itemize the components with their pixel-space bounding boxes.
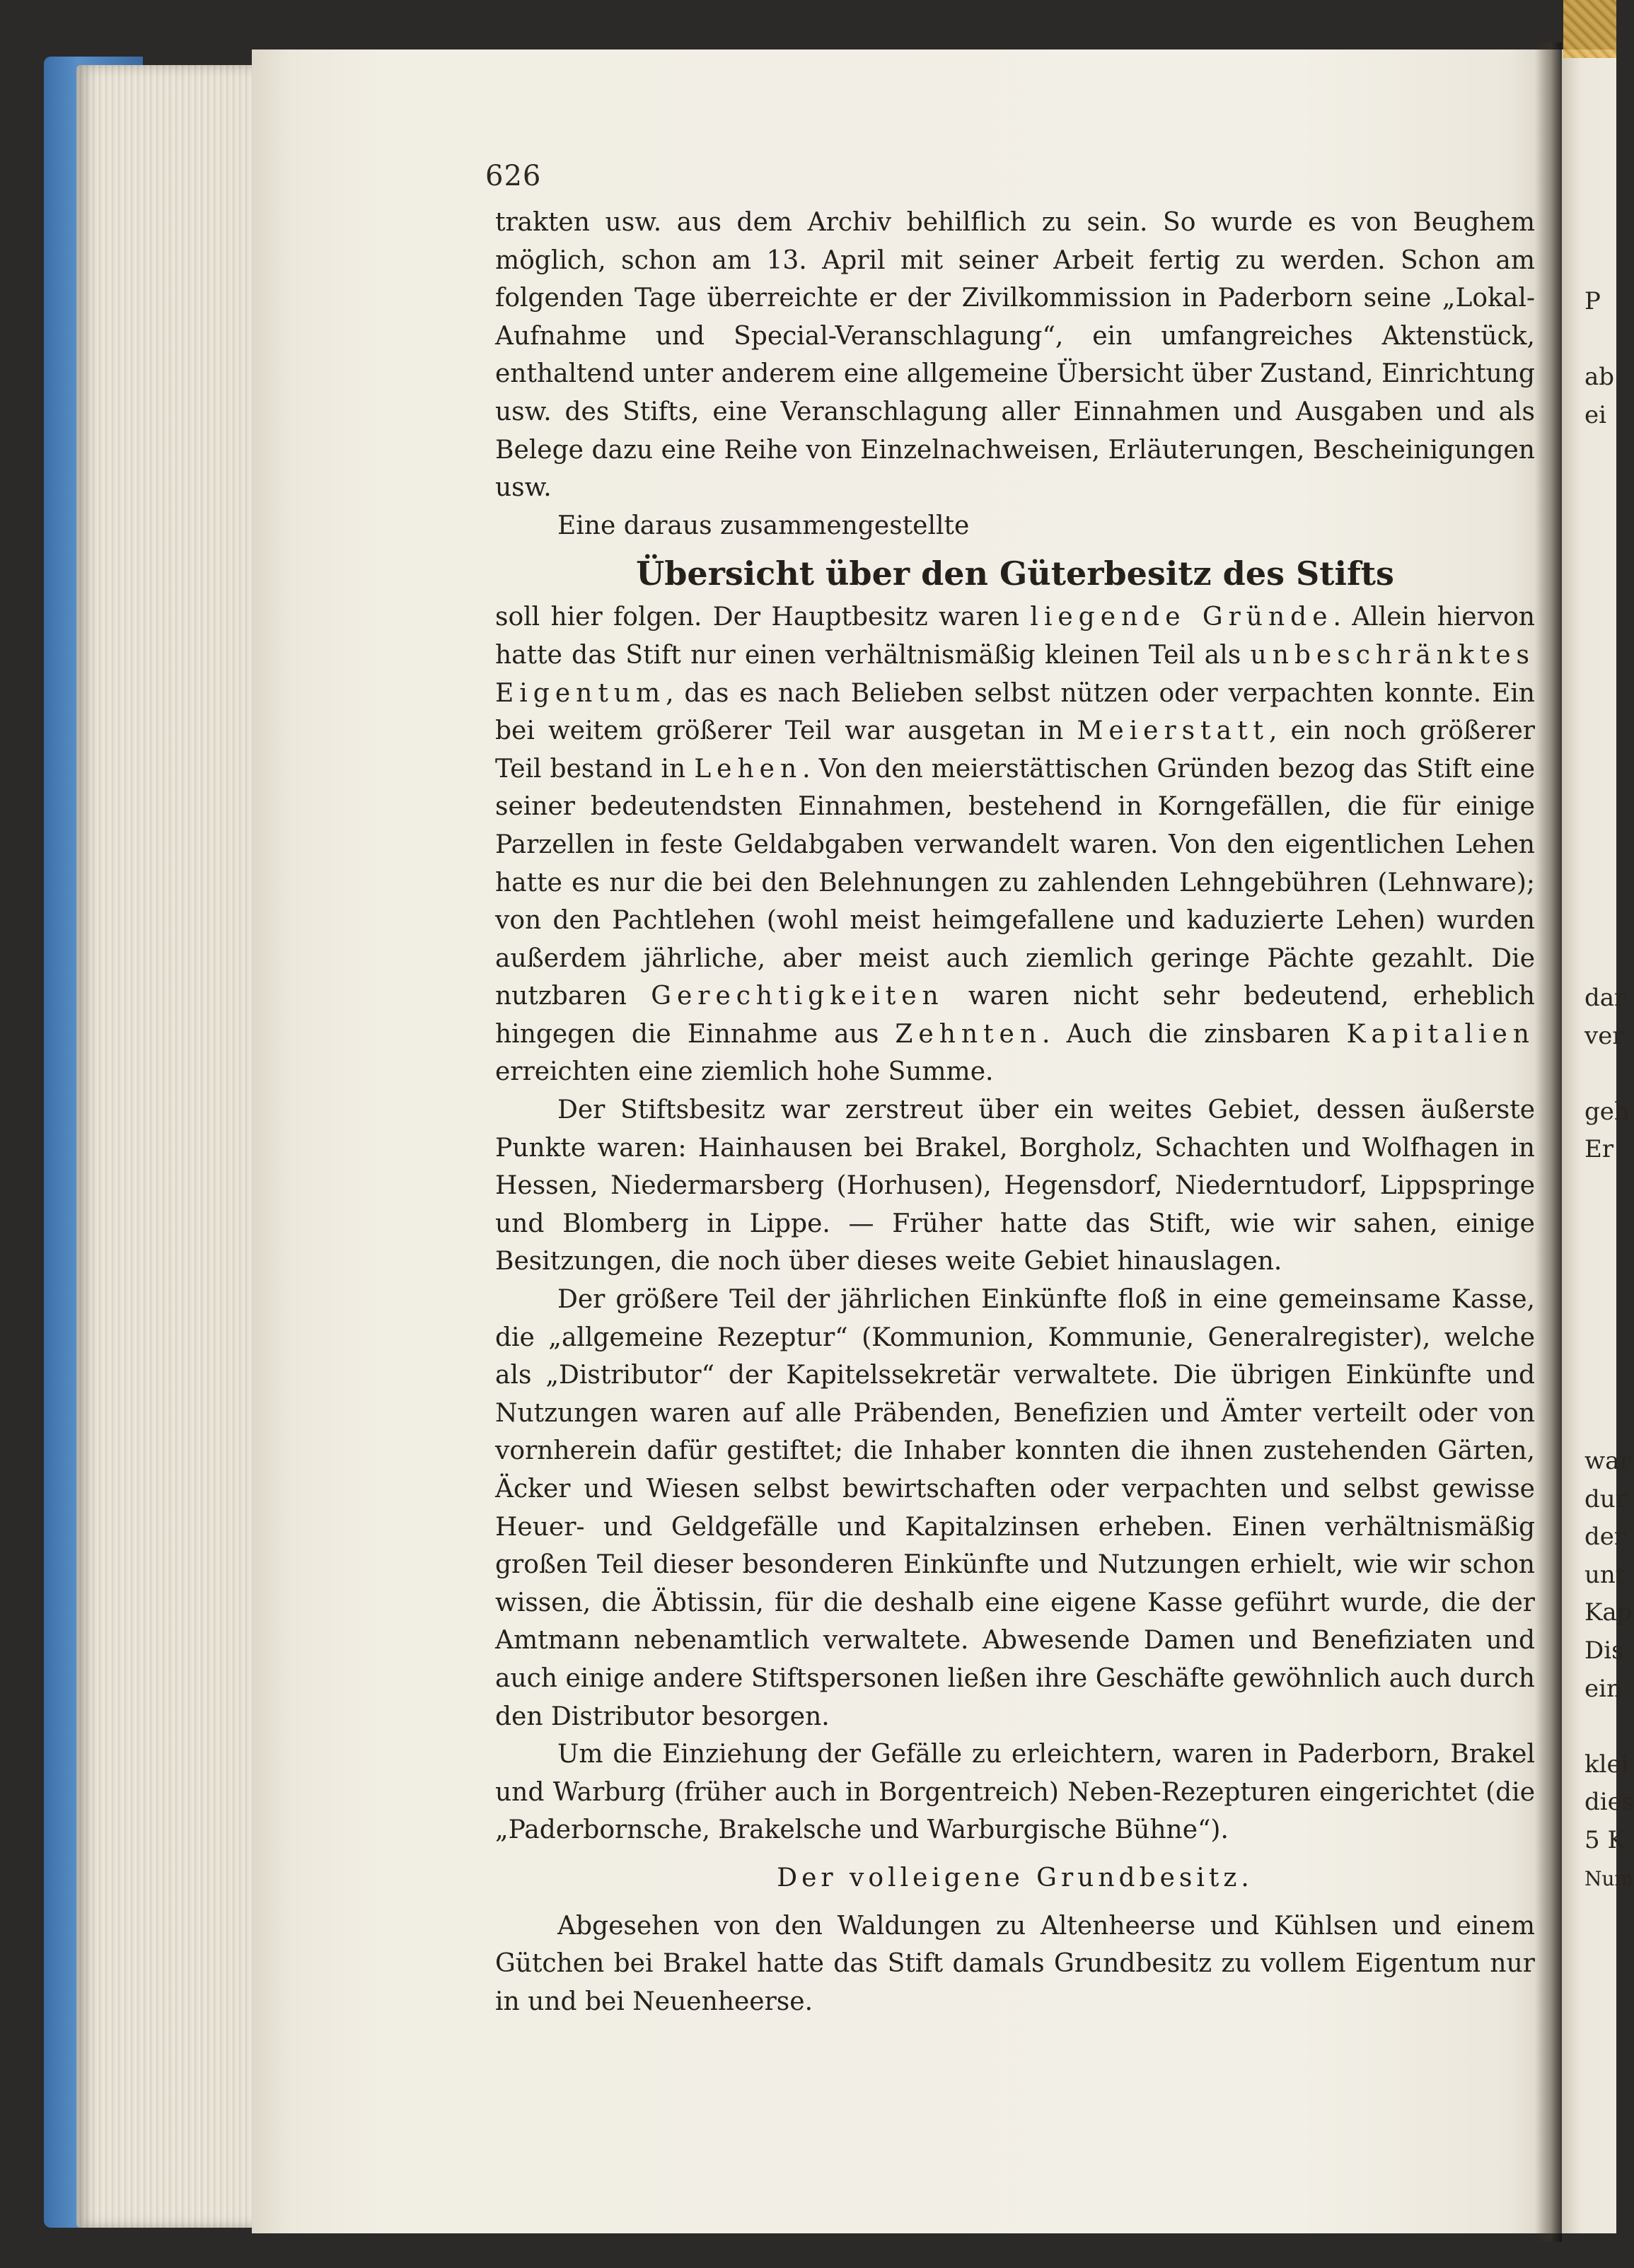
text-fragment: war <box>1584 1447 1631 1475</box>
spaced-term: Gerechtigkeiten <box>651 982 944 1011</box>
spaced-term: unbeschränktes Eigentum <box>495 640 1535 708</box>
paragraph: Der größere Teil der jährlichen Einkünfte floß in eine gemeinsame Kasse, die „allgemeine Rezeptur“ (Kommunion, Kommunie, Generalregister), welche als „Distributor“ der Kapitelssekretär verwaltete. Die übrigen Einkünfte und Nutzungen waren auf alle Präbenden, Benefizien und Ämter verteilt oder von vornherein dafür gestiftet; die Inhaber konnten die ihnen zustehenden Gärten, Äcker und Wiesen selbst bewirtschaften oder verpachten und selbst gewisse Heuer- und Geldgefälle und Kapitalzinsen erheben. Einen verhältnismäßig großen Teil dieser besonderen Einkünfte und Nutzungen erhielt, wie wir schon wissen, die Äbtissin, für die deshalb eine eigene Kasse geführt wurde, die der Amtmann nebenamtlich verwaltete. Abwesende Damen und Benefiziaten und auch einige andere Stiftspersonen ließen ihre Geschäfte gewöhnlich auch durch den Distributor besorgen. <box>495 1285 1535 1731</box>
next-page-footnote-fragment: Num <box>1584 1867 1634 1890</box>
paragraph: trakten usw. aus dem Archiv behilflich zu sein. So wurde es von Beughem möglich, schon am 13. April mit seiner Arbeit fertig zu werden. Schon am folgenden Tage überreichte er der Zivilkommission in Paderborn seine „Lokal-Aufnahme und Special-Veranschlagung“, ein umfangreiches Aktenstück, enthaltend unter anderem eine allgemeine Übersicht über Zustand, Einrichtung usw. des Stifts, eine Veranschlagung aller Einnahmen und Ausgaben und als Belege dazu eine Reihe von Einzelnachweisen, Erläuterungen, Bescheinigungen usw. <box>495 208 1535 503</box>
text-fragment: Kap <box>1584 1598 1633 1627</box>
spaced-term: liegende Gründe <box>1030 603 1333 632</box>
spaced-term: Zehnten <box>895 1019 1043 1049</box>
text-fragment: ver <box>1584 1021 1624 1050</box>
text-fragment: 5 K <box>1584 1825 1626 1854</box>
spaced-term: Meierstatt <box>1077 716 1270 746</box>
text-fragment: unt <box>1584 1560 1626 1589</box>
text-fragment: P <box>1584 287 1601 315</box>
paragraph: soll hier folgen. Der Hauptbesitz waren liegende Gründe. Allein hiervon hatte das Stift nur einen verhältnismäßig kleinen Teil als unbeschränktes Eigentum, das es nach Belieben selbst nützen oder verpachten konnte. Ein bei weitem größerer Teil war ausgetan in Meierstatt, ein noch größerer Teil bestand in Lehen. Von den meierstättischen Gründen bezog das Stift eine seiner bedeutendsten Einnahmen, bestehend in Korngefällen, die für einige Parzellen in feste Geldabgaben verwandelt waren. Von den eigentlichen Lehen hatte es nur die bei den Belehnungen zu zahlenden Lehngebühren (Lehnware); von den Pachtlehen (wohl meist heimgefallene und kaduzierte Lehen) wurden außerdem jährliche, aber meist auch ziemlich geringe Pächte gezahlt. Die nutzbaren Gerechtigkeiten waren nicht sehr bedeutend, erheblich hingegen die Einnahme aus Zehnten. Auch die zinsbaren Kapitalien erreichten eine ziemlich hohe Summe. <box>495 603 1536 1087</box>
spaced-term: Lehen <box>694 754 803 784</box>
text-fragment: dies <box>1584 1788 1634 1817</box>
page-number: 626 <box>485 160 542 192</box>
next-page-fragments-top <box>1584 283 1627 434</box>
text-fragment: der <box>1584 1523 1626 1552</box>
text-fragment <box>1584 1708 1627 1746</box>
text-fragment <box>1584 321 1627 359</box>
page-edges <box>76 65 260 2228</box>
spaced-term: Kapitalien <box>1346 1019 1535 1049</box>
text-fragment: ein <box>1584 1674 1622 1703</box>
text-fragment: geh <box>1584 1097 1630 1126</box>
text-fragment: klei <box>1584 1750 1629 1779</box>
section-heading: Übersicht über den Güterbesitz des Stifts <box>636 554 1394 593</box>
next-page-fragments-middle <box>1584 979 1630 1169</box>
text-fragment: dar <box>1584 984 1626 1012</box>
gutter-shadow <box>1535 42 1562 2242</box>
text-block <box>495 204 1535 2020</box>
text-fragment <box>1584 1055 1627 1093</box>
paragraph: Um die Einziehung der Gefälle zu erleichtern, waren in Paderborn, Brakel und Warburg (früher auch in Borgentreich) Neben-Rezepturen eingerichtet (die „Paderbornsche, Brakelsche und Warburgische Bühne“). <box>495 1740 1535 1845</box>
text-fragment: Er <box>1584 1135 1614 1164</box>
text-fragment: Dis <box>1584 1636 1624 1665</box>
bookmark-ribbon <box>1563 0 1616 58</box>
text-fragment: ei <box>1584 400 1606 429</box>
paragraph: Eine daraus zusammengestellte <box>557 511 970 540</box>
text-fragment: ab <box>1584 363 1615 392</box>
next-page-fragments-lower <box>1584 1443 1634 1860</box>
paragraph: Der Stiftsbesitz war zerstreut über ein weites Gebiet, dessen äußerste Punkte waren: Hainhausen bei Brakel, Borgholz, Schachten und Wolfhagen in Hessen, Niedermarsberg (Horhusen), Hegensdorf, Niederntudorf, Lippspringe und Blomberg in Lippe. — Früher hatte das Stift, wie wir sahen, einige Besitzungen, die noch über dieses weite Gebiet hinauslagen. <box>495 1095 1535 1277</box>
text-fragment: dur <box>1584 1484 1627 1513</box>
subsection-heading: Der volleigene Grundbesitz. <box>777 1863 1253 1892</box>
paragraph: Abgesehen von den Waldungen zu Altenheerse und Kühlsen und einem Gütchen bei Brakel hatte das Stift damals Grundbesitz zu vollem Eigentum nur in und bei Neuenheerse. <box>495 1911 1535 2016</box>
